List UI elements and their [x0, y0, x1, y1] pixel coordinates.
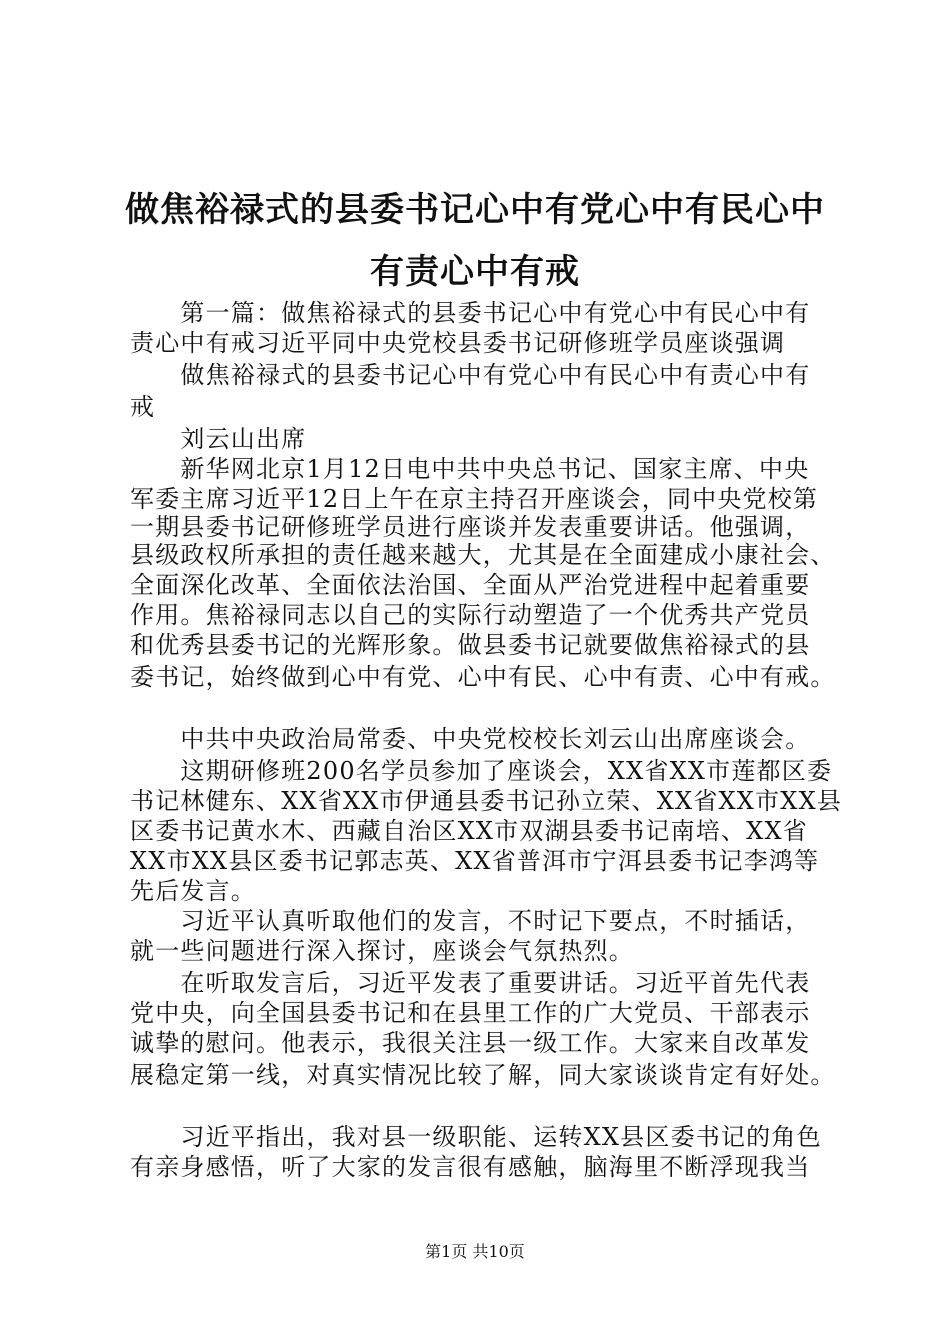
body-line: 区委书记黄水木、西藏自治区XX市双湖县委书记南培、XX省 [130, 817, 808, 845]
body-line: 委书记，始终做到心中有党、心中有民、心中有责、心中有戒。 [130, 663, 836, 691]
body-line: 县级政权所承担的责任越来越大，尤其是在全面建成小康社会、 [130, 541, 836, 569]
body-line: 全面深化改革、全面依法治国、全面从严治党进程中起着重要 [130, 571, 811, 599]
body-line: 第一篇：做焦裕禄式的县委书记心中有党心中有民心中有 [130, 299, 811, 327]
body-line: 习近平认真听取他们的发言，不时记下要点，不时插话， [130, 907, 811, 935]
body-line: 责心中有戒习近平同中央党校县委书记研修班学员座谈强调 [130, 329, 786, 357]
body-line: 军委主席习近平12日上午在京主持召开座谈会，同中央党校第 [130, 485, 819, 513]
body-line: 中共中央政治局常委、中央党校校长刘云山出席座谈会。 [130, 725, 811, 753]
body-line: 有亲身感悟，听了大家的发言很有感触，脑海里不断浮现我当 [130, 1153, 811, 1181]
body-line: 习近平指出，我对县一级职能、运转XX县区委书记的角色 [130, 1123, 822, 1151]
page-title-line-1: 做焦裕禄式的县委书记心中有党心中有民心中 [125, 190, 825, 230]
body-line: 一期县委书记研修班学员进行座谈并发表重要讲话。他强调， [130, 513, 811, 541]
body-line: 新华网北京1月12日电中共中央总书记、国家主席、中央 [130, 455, 810, 483]
body-line: 刘云山出席 [130, 425, 307, 453]
body-line: 就一些问题进行深入探讨，座谈会气氛热烈。 [130, 937, 634, 965]
body-line: XX市XX县区委书记郭志英、XX省普洱市宁洱县委书记李鸿等 [130, 847, 820, 875]
body-line: 诚挚的慰问。他表示，我很关注县一级工作。大家来自改革发 [130, 1029, 811, 1057]
body-line: 在听取发言后，习近平发表了重要讲话。习近平首先代表 [130, 969, 811, 997]
body-line: 先后发言。 [130, 877, 256, 905]
body-line: 展稳定第一线，对真实情况比较了解，同大家谈谈肯定有好处。 [130, 1061, 836, 1089]
body-line: 作用。焦裕禄同志以自己的实际行动塑造了一个优秀共产党员 [130, 601, 811, 629]
body-line: 和优秀县委书记的光辉形象。做县委书记就要做焦裕禄式的县 [130, 631, 811, 659]
page-number: 第1页 共10页 [425, 1242, 525, 1261]
body-line: 这期研修班200名学员参加了座谈会，XX省XX市莲都区委 [130, 757, 833, 785]
body-line: 做焦裕禄式的县委书记心中有党心中有民心中有责心中有 [130, 361, 811, 389]
body-line: 党中央，向全国县委书记和在县里工作的广大党员、干部表示 [130, 999, 811, 1027]
page-title-line-2: 有责心中有戒 [370, 252, 580, 292]
body-line: 戒 [130, 393, 156, 421]
body-line: 书记林健东、XX省XX市伊通县委书记孙立荣、XX省XX市XX县 [130, 787, 843, 815]
